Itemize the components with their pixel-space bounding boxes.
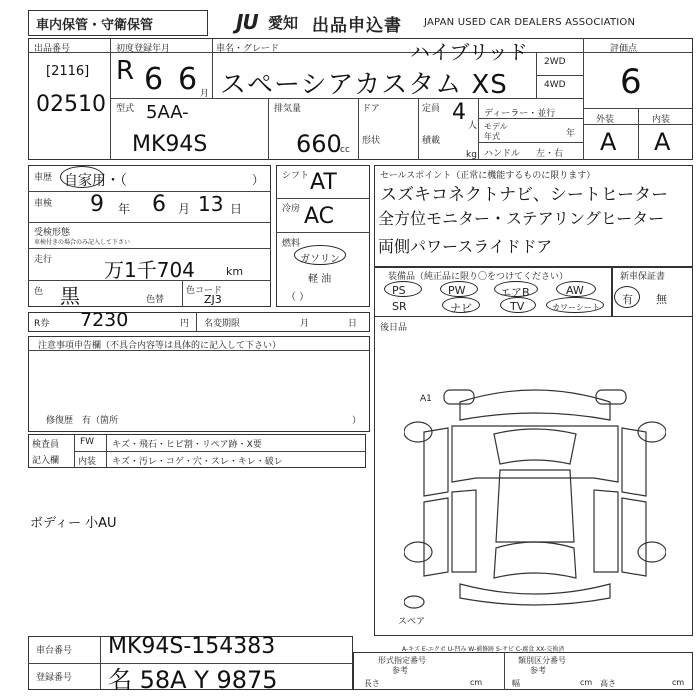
fw-label: FW [80, 437, 95, 447]
plate-label: 登録番号 [36, 673, 73, 683]
checker-label-1: 検査員 [32, 440, 60, 450]
warranty-yes: 有 [622, 293, 633, 306]
fuel-gasoline: ガソリン [300, 254, 340, 265]
equipment-ps: PS [392, 284, 406, 297]
registration-era: R [116, 56, 135, 86]
logo-region: 愛知 [268, 14, 299, 32]
color-code-label: 色コード [186, 286, 223, 296]
color-label: 色 [34, 287, 44, 297]
car-diagram [404, 372, 666, 612]
mileage-unit: km [226, 265, 244, 278]
month-unit: 月 [200, 89, 210, 99]
width-label: 幅 [512, 679, 520, 688]
color-code-value: ZJ3 [204, 293, 222, 306]
storage-label: 車内保管・守衛保管 [36, 18, 154, 33]
remarks-body: ボディー 小AU [30, 516, 117, 531]
name-change-month: 月 [300, 319, 310, 329]
acceptance-note: 車検付きの場合のみ記入して下さい [34, 239, 131, 246]
checker-label-2: 記入欄 [32, 456, 60, 466]
registration-year: 6 [144, 62, 164, 97]
rear-items-label: 後日品 [380, 323, 408, 333]
equipment-navi-circle [442, 297, 480, 313]
inspection-day-unit: 日 [230, 202, 243, 216]
equipment-label: 装備品（純正品に限り〇をつけてください） [388, 272, 569, 282]
rating-value: 6 [620, 62, 642, 102]
first-registration-label: 初度登録年月 [116, 44, 171, 54]
color-change-label: 色替 [146, 295, 165, 305]
inspection-year: 9 [90, 192, 104, 217]
shift-label: シフト [282, 171, 310, 181]
equipment-navi: ナビ [450, 302, 472, 315]
shape-label: 形状 [362, 136, 381, 146]
equipment-airbag-circle [494, 281, 538, 297]
warranty-yes-circle [614, 286, 640, 308]
model-year-label-1: モデル [484, 122, 508, 131]
exterior-grade: A [600, 128, 617, 156]
spare-label: スペア [398, 617, 426, 627]
capacity-value: 4 [452, 100, 466, 125]
fuel-circle [294, 245, 346, 265]
door-label: ドア [362, 104, 380, 114]
fuel-diesel: 軽 油 [308, 274, 332, 285]
form-title: 出品申込書 [312, 16, 402, 36]
usage-label: 車歴 [34, 173, 53, 183]
width-unit: cm [580, 678, 593, 687]
model-code-2: MK94S [132, 132, 208, 157]
equipment-leather: カワーシート [552, 303, 600, 312]
exterior-label: 外装 [596, 115, 615, 125]
equipment-tv-circle [500, 297, 536, 313]
drive-4wd: 4WD [544, 80, 566, 90]
inspection-year-unit: 年 [118, 202, 131, 216]
warranty-no: 無 [656, 293, 667, 306]
interior-grade: A [654, 128, 671, 156]
plate-number: 名 58A Y 9875 [108, 666, 278, 694]
engine-label: 排気量 [274, 104, 302, 114]
sales-point-line-3: 両側パワースライドドア [378, 237, 553, 256]
aircon-value: AC [304, 204, 335, 229]
lane-number: [2116] [46, 64, 90, 79]
dealer-label: ディーラー・並行 [484, 109, 556, 119]
equipment-pw: PW [448, 284, 466, 297]
shift-value: AT [310, 170, 337, 195]
recycle-value: 7230 [80, 309, 129, 331]
inspection-month: 6 [152, 192, 166, 217]
color-value: 黒 [60, 284, 80, 308]
usage-close: ） [252, 173, 265, 187]
warranty-label: 新車保証書 [620, 272, 666, 282]
capacity-unit: 人 [468, 121, 478, 131]
recycle-unit: 円 [180, 319, 190, 329]
inspection-label: 車検 [34, 199, 53, 209]
fuel-label: 燃料 [282, 239, 301, 249]
height-label: 高さ [600, 679, 616, 688]
usage-circle [60, 166, 104, 188]
equipment-airbag: エアB [500, 286, 530, 299]
inspection-month-unit: 月 [178, 202, 191, 216]
load-unit: kg [466, 150, 477, 160]
name-change-day: 日 [348, 319, 358, 329]
grade-extra: ハイブリッド [410, 40, 528, 64]
fuel-other: （ ） [286, 292, 310, 303]
equipment-aw: AW [566, 284, 584, 297]
equipment-pw-circle [440, 281, 478, 297]
load-label: 積載 [422, 136, 441, 146]
model-label: 型式 [116, 104, 135, 114]
chassis-number: MK94S-154383 [108, 634, 276, 659]
name-change-label: 名変期限 [204, 319, 241, 329]
interior-check-label: 内装 [78, 457, 97, 467]
equipment-aw-circle [556, 281, 596, 297]
recycle-label: R券 [34, 319, 50, 329]
form-spec-ref: 参考 [392, 666, 408, 675]
mileage-label: 走行 [34, 255, 53, 265]
handle-options: 左・右 [536, 149, 564, 159]
inspection-day: 13 [198, 192, 224, 216]
sales-point-line-1: スズキコネクトナビ、シートヒーター [380, 185, 669, 205]
length-unit: cm [470, 678, 483, 687]
ju-logo: JU [236, 10, 258, 34]
usage-value: 自家用・（ [64, 173, 127, 189]
category-label: 類別区分番号 [518, 656, 566, 665]
equipment-leather-circle [546, 297, 604, 313]
handle-label: ハンドル [484, 149, 521, 159]
vehicle-name-label: 車名・グレード [216, 44, 280, 54]
drive-2wd: 2WD [544, 57, 566, 67]
acceptance-label: 受検形態 [34, 228, 71, 238]
repair-close: ） [352, 416, 362, 426]
repair-history: 修復歴 有（箇所 [46, 416, 119, 426]
engine-value: 660 [296, 130, 342, 158]
registration-month: 6 [178, 62, 198, 97]
engine-unit: cc [340, 145, 350, 155]
equipment-ps-circle [384, 281, 422, 297]
fw-options: キズ・飛石・ヒビ割・リペア跡・X要 [112, 440, 262, 450]
length-label: 長さ [364, 679, 380, 688]
capacity-label: 定員 [422, 104, 441, 114]
height-unit: cm [672, 678, 685, 687]
interior-label: 内装 [652, 115, 671, 125]
damage-legend: A-キズ E-エクボ U-凹み W-補修跡 S-サビ C-腐食 XX-交換済 [402, 646, 565, 653]
listing-no-label: 出品番号 [34, 44, 71, 54]
model-year-label-2: 年式 [484, 132, 500, 141]
sales-point-line-2: 全方位モニター・ステアリングヒーター [378, 209, 665, 228]
rating-label: 評価点 [610, 44, 638, 54]
model-code-1: 5AA- [146, 102, 189, 123]
association-name: JAPAN USED CAR DEALERS ASSOCIATION [424, 17, 636, 28]
sales-point-label: セールスポイント（正常に機能するものに限ります） [380, 171, 596, 181]
chassis-label: 車台番号 [36, 646, 73, 656]
category-ref: 参考 [530, 666, 546, 675]
notes-label: 注意事項申告欄（不具合内容等は具体的に記入して下さい） [38, 341, 282, 351]
aircon-label: 冷房 [282, 204, 301, 214]
year-unit: 年 [566, 129, 576, 139]
equipment-tv: TV [510, 300, 525, 313]
listing-number: 02510 [36, 92, 106, 117]
interior-check-options: キズ・汚レ・コゲ・穴・スレ・キレ・破レ [112, 457, 283, 467]
vehicle-name: スペーシアカスタム XS [220, 70, 508, 100]
form-spec-label: 形式指定番号 [378, 656, 426, 665]
equipment-sr: SR [392, 300, 407, 313]
mileage-value: 万1千704 [104, 258, 195, 282]
diagram-a1: A1 [420, 394, 432, 404]
